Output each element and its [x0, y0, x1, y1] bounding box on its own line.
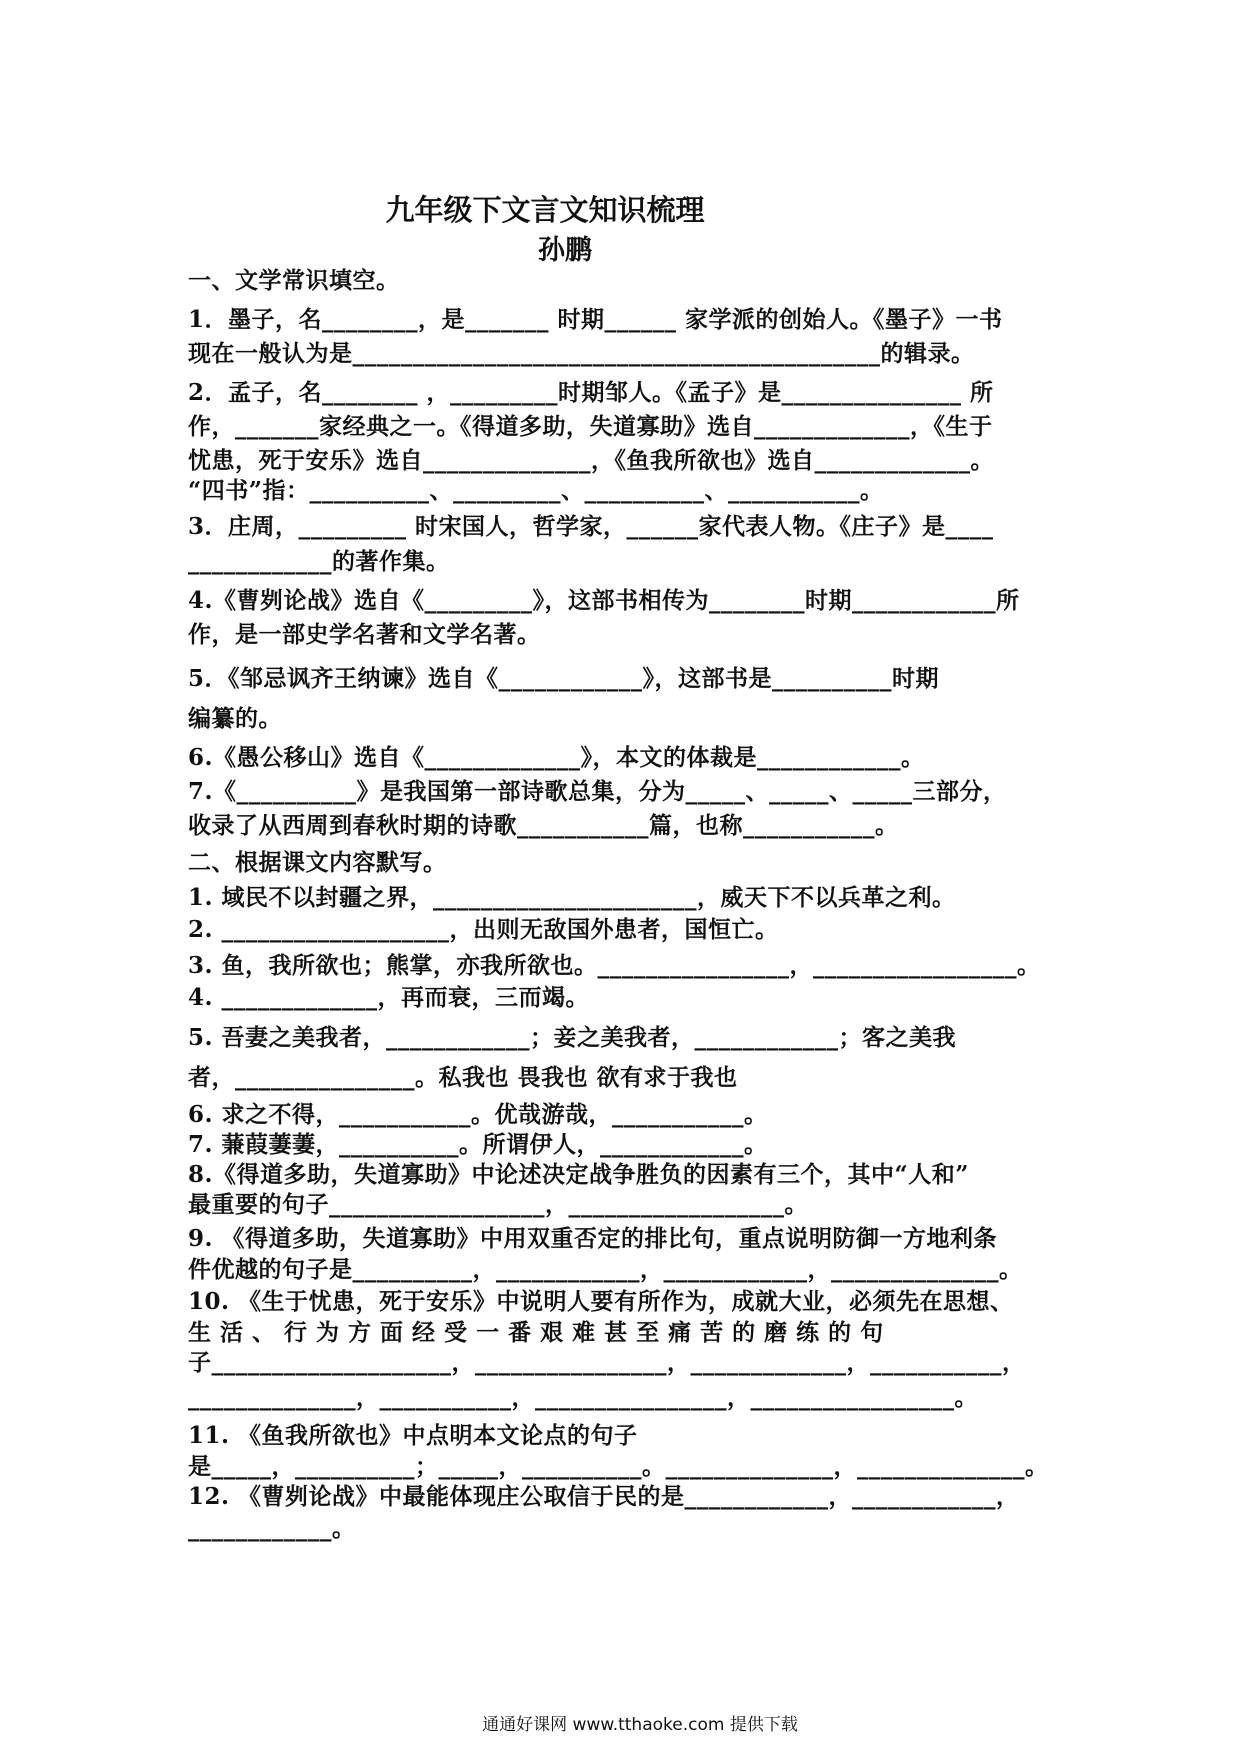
- author-name: 孙鹏: [538, 235, 592, 266]
- question-line: 子____________________，________________，_____________，___________，: [188, 1349, 1026, 1376]
- question-line: 作，是一部史学名著和文学名著。: [188, 621, 541, 648]
- question-line: 收录了从西周到春秋时期的诗歌___________篇，也称___________。: [188, 812, 899, 839]
- question-line: 7. 蒹葭萋萋，__________。所谓伊人，____________。: [188, 1131, 768, 1158]
- worksheet-body: [188, 268, 1068, 1542]
- question-line: ____________的著作集。: [188, 548, 450, 575]
- question-line: 作，_______家经典之一。《得道多助，失道寡助》选自_____________，《生于: [188, 413, 993, 440]
- question-line: 5. 吾妻之美我者，____________；妾之美我者，____________；客之美我: [188, 1024, 957, 1051]
- section-heading: 一、文学常识填空。: [188, 267, 400, 294]
- question-line: 10. 《生于忧患，死于安乐》中说明人要有所作为，成就大业，必须先在思想、: [188, 1288, 1014, 1315]
- question-line: 6.《愚公移山》选自《_____________》，本文的体裁是____________。: [188, 744, 925, 771]
- question-line: 者，_______________。私我也 畏我也 欲有求于我也: [188, 1064, 738, 1091]
- question-line: 8.《得道多助，失道寡助》中论述决定战争胜负的因素有三个，其中“人和”: [188, 1161, 969, 1188]
- question-line: 2. ___________________，出则无敌国外患者，国恒亡。: [188, 916, 779, 943]
- question-line: 9. 《得道多助，失道寡助》中用双重否定的排比句，重点说明防御一方地利条: [188, 1225, 998, 1252]
- question-line: 现在一般认为是____________________________________________的辑录。: [188, 340, 975, 367]
- question-line: 忧患，死于安乐》选自______________，《鱼我所欲也》选自_____________。: [188, 447, 994, 474]
- question-line: 4.《曹刿论战》选自《_________》，这部书相传为________时期____________所: [188, 587, 1020, 614]
- question-line: 件优越的句子是__________，____________，____________，______________。: [188, 1256, 1023, 1283]
- question-line: 4. _____________，再而衰，三而竭。: [188, 984, 590, 1011]
- question-line: “四书”指：__________、_________、__________、___________。: [188, 477, 884, 504]
- question-line: 3．庄周，_________ 时宋国人，哲学家，______家代表人物。《庄子》是____: [188, 513, 994, 540]
- question-line: 2．孟子，名________ ，_________时期邹人。《孟子》是_______________ 所: [188, 379, 994, 406]
- question-line: 7.《__________》是我国第一部诗歌总集，分为_____、_____、_____三部分，: [188, 778, 1007, 805]
- question-line: ______________，___________，________________，_________________。: [188, 1384, 978, 1411]
- question-line: 编纂的。: [188, 705, 282, 732]
- question-line: 生 活 、 行 为 方 面 经 受 一 番 艰 难 甚 至 痛 苦 的 磨 练 的 句: [188, 1319, 884, 1346]
- question-line: 1. 域民不以封疆之界，______________________，威天下不以兵革之利。: [188, 884, 956, 911]
- question-line: 12. 《曹刿论战》中最能体现庄公取信于民的是____________，____________，: [188, 1483, 1020, 1510]
- question-line: ____________。: [188, 1515, 356, 1542]
- question-line: 11. 《鱼我所欲也》中点明本文论点的句子: [188, 1422, 638, 1449]
- section-heading: 二、根据课文内容默写。: [188, 849, 447, 876]
- question-line: 最重要的句子__________________，__________________。: [188, 1191, 808, 1218]
- document-title: 九年级下文言文知识梳理: [385, 193, 705, 227]
- question-line: 是_____，__________；_____，__________。______________，______________。: [188, 1453, 1049, 1480]
- question-line: 6. 求之不得，___________。优哉游哉，___________。: [188, 1101, 768, 1128]
- question-line: 3. 鱼，我所欲也；熊掌，亦我所欲也。________________，_________________。: [188, 952, 1041, 979]
- question-line: 1．墨子，名________，是_______ 时期______ 家学派的创始人。《墨子》一书: [188, 306, 1003, 333]
- footer-text: 通通好课网 www.tthaoke.com 提供下载: [482, 1715, 798, 1735]
- question-line: 5．《邹忌讽齐王纳谏》选自《____________》，这部书是__________时期: [188, 665, 940, 692]
